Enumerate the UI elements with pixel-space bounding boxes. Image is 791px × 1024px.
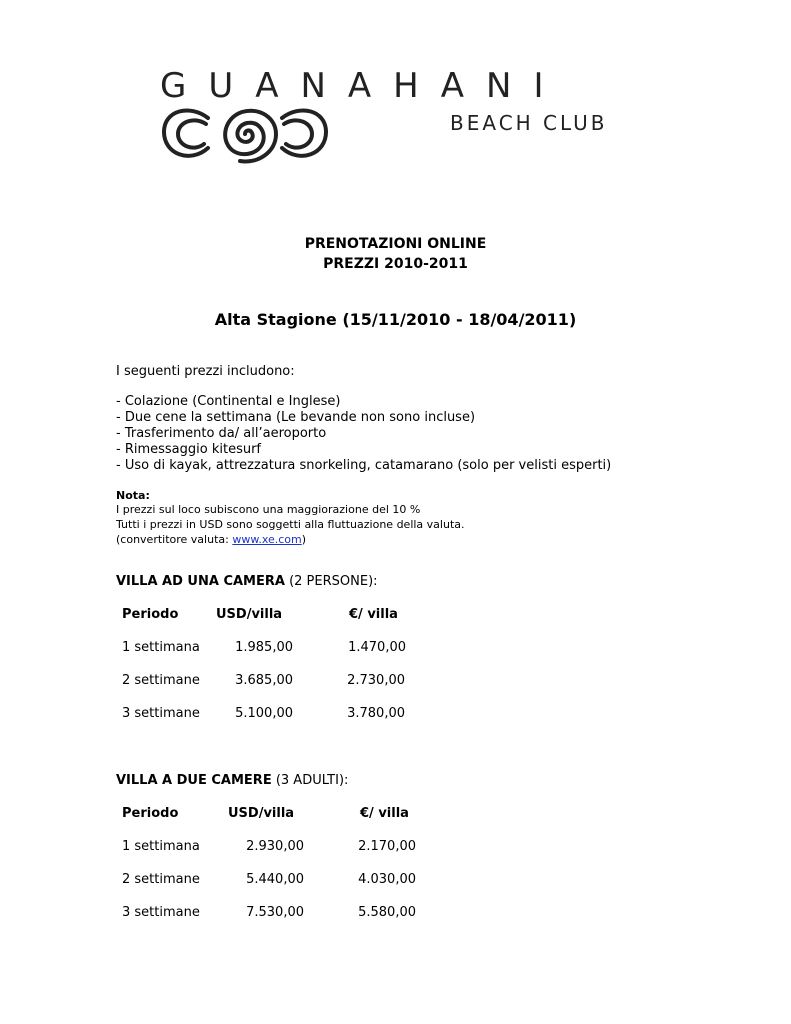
logo-subtitle: BEACH CLUB xyxy=(450,111,608,135)
includes-item: - Rimessaggio kitesurf xyxy=(116,442,262,457)
note-converter-prefix: (convertitore valuta: xyxy=(116,533,233,546)
villa2-title xyxy=(116,773,348,789)
table-cell-period: 1 settimana xyxy=(122,640,200,655)
note-converter xyxy=(116,532,306,547)
xe-link[interactable]: www.xe.com xyxy=(232,533,302,546)
table-header-eur: €/ villa xyxy=(360,806,409,821)
note-line: I prezzi sul loco subiscono una maggiorazione del 10 % xyxy=(116,503,421,516)
includes-item: - Trasferimento da/ all’aeroporto xyxy=(116,426,327,441)
villa2-name: VILLA A DUE CAMERE xyxy=(116,773,272,788)
page-subtitle: PREZZI 2010-2011 xyxy=(323,256,468,272)
includes-intro: I seguenti prezzi includono: xyxy=(116,364,295,379)
season-heading: Alta Stagione (15/11/2010 - 18/04/2011) xyxy=(214,310,577,329)
table-cell-eur: 1.470,00 xyxy=(348,640,406,655)
table-header-period: Periodo xyxy=(122,806,179,821)
logo-name: GUANAHANI xyxy=(160,66,566,106)
table-cell-period: 2 settimane xyxy=(122,872,200,887)
table-cell-period: 3 settimane xyxy=(122,905,200,920)
table-header-period: Periodo xyxy=(122,607,179,622)
villa1-name: VILLA AD UNA CAMERA xyxy=(116,574,285,589)
note-converter-suffix: ) xyxy=(301,533,307,546)
table-cell-eur: 3.780,00 xyxy=(347,706,405,721)
spiral-logo-icon xyxy=(160,102,330,168)
villa1-title xyxy=(116,574,378,590)
table-cell-period: 3 settimane xyxy=(122,706,200,721)
table-header-eur: €/ villa xyxy=(349,607,398,622)
table-cell-usd: 1.985,00 xyxy=(235,640,293,655)
table-cell-usd: 3.685,00 xyxy=(235,673,293,688)
table-cell-usd: 7.530,00 xyxy=(246,905,304,920)
table-cell-eur: 2.730,00 xyxy=(347,673,405,688)
table-cell-eur: 2.170,00 xyxy=(358,839,416,854)
note-line: Tutti i prezzi in USD sono soggetti alla fluttuazione della valuta. xyxy=(116,518,465,531)
table-cell-usd: 5.440,00 xyxy=(246,872,304,887)
guanahani-logo xyxy=(160,64,630,174)
table-header-usd: USD/villa xyxy=(228,806,295,821)
page-title: PRENOTAZIONI ONLINE xyxy=(304,236,487,252)
note-title: Nota: xyxy=(116,489,150,502)
includes-item: - Due cene la settimana (Le bevande non sono incluse) xyxy=(116,410,476,425)
table-cell-period: 2 settimane xyxy=(122,673,200,688)
villa1-capacity: (2 PERSONE): xyxy=(284,574,378,589)
table-header-usd: USD/villa xyxy=(216,607,283,622)
includes-item: - Uso di kayak, attrezzatura snorkeling, catamarano (solo per velisti esperti) xyxy=(116,458,612,473)
table-cell-eur: 5.580,00 xyxy=(358,905,416,920)
table-cell-eur: 4.030,00 xyxy=(358,872,416,887)
includes-item: - Colazione (Continental e Inglese) xyxy=(116,394,341,409)
table-cell-period: 1 settimana xyxy=(122,839,200,854)
table-cell-usd: 5.100,00 xyxy=(235,706,293,721)
table-cell-usd: 2.930,00 xyxy=(246,839,304,854)
villa2-capacity: (3 ADULTI): xyxy=(271,773,349,788)
